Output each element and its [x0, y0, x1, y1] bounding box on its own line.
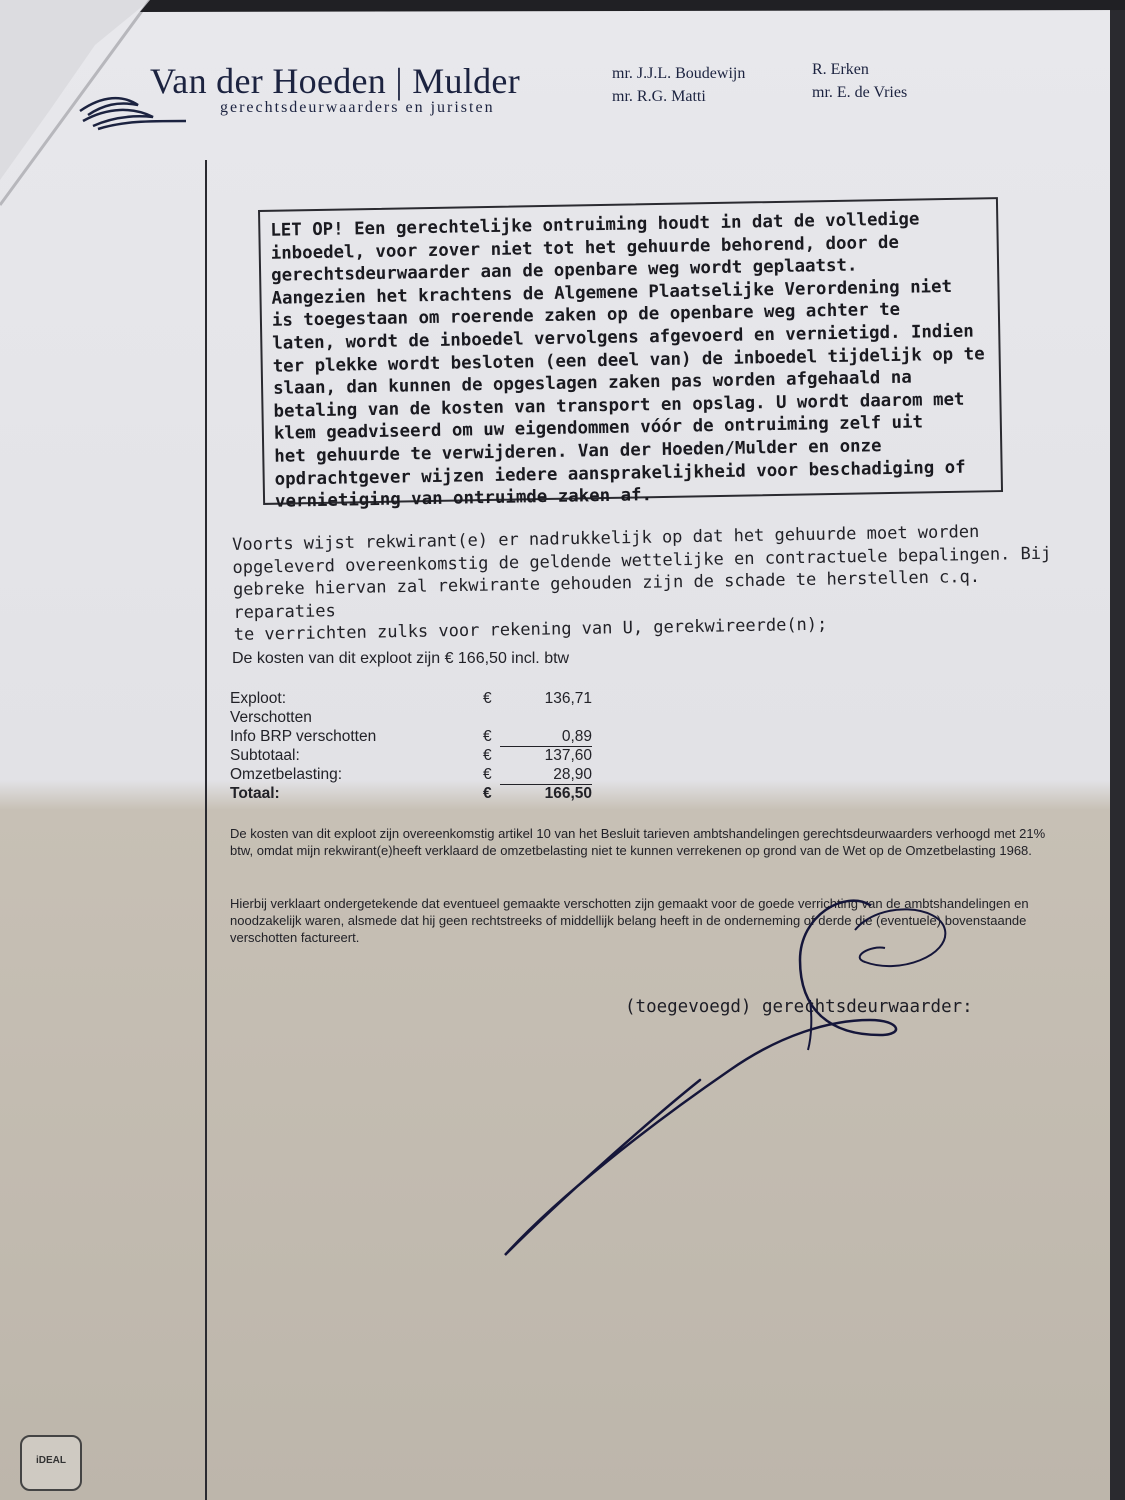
- costs-note: De kosten van dit exploot zijn overeenkomstig artikel 10 van het Besluit tarieven ambtshandelingen gerechtsdeurwaarders verhoogd met 21% btw, omdat mijn rekwirant(e)heeft verklaard de omzetbelasting niet te kunnen verrekenen op grond van de Wet op de Omzetbelasting 1968.: [230, 826, 1046, 858]
- cost-label: Omzetbelasting:: [230, 766, 342, 783]
- cost-label: Verschotten: [230, 709, 312, 726]
- firm-name: Van der Hoeden | Mulder: [150, 61, 520, 101]
- cost-amount: 28,90: [500, 766, 592, 785]
- cost-label: Info BRP verschotten: [230, 728, 377, 745]
- ideal-logo-text: iDEAL: [36, 1455, 66, 1466]
- partners-column-1: [612, 62, 745, 108]
- costs-summary: De kosten van dit exploot zijn € 166,50 incl. btw: [232, 650, 570, 667]
- cost-currency: €: [483, 766, 492, 783]
- body-paragraph: Voorts wijst rekwirant(e) er nadrukkelijk op dat het gehuurde moet worden opgeleverd overeenkomstig de geldende wettelijke en contractuele bepalingen. Bij gebreke hiervan zal rekwirante gehouden zijn de schade te herstellen c.q. reparaties te verrichten zulks voor rekening van U, gerekwireerde(n);: [232, 521, 1052, 645]
- partner-name: mr. J.J.L. Boudewijn: [612, 65, 746, 82]
- partner-name: mr. E. de Vries: [812, 84, 908, 101]
- cost-row-total: [230, 785, 610, 804]
- cost-amount: 166,50: [544, 785, 592, 802]
- partners-column-2: [812, 58, 907, 104]
- costs-table: [230, 690, 610, 804]
- declaration-note: Hierbij verklaart ondergetekende dat eventueel gemaakte verschotten zijn gemaakt voor de goede verrichting van de ambtshandelingen en noodzakelijk waren, alsmede dat hij geen rechtstreeks of middellijk belang heeft in de onderneming of derde die (eventuele) bovenstaande verschotten factureert.: [230, 896, 1029, 945]
- partner-name: mr. R.G. Matti: [612, 88, 706, 105]
- warning-box: LET OP! Een gerechtelijke ontruiming houdt in dat de volledige inboedel, voor zover niet tot het gehuurde behorend, door de gerechtsdeurwaarder aan de openbare weg wordt geplaatst. Aangezien het krachtens de Algemene Plaatselijke Verordening niet is toegestaan om roerende zaken op de openbare weg achter te laten, wordt de inboedel vervolgens afgevoerd en vernietigd. Indien ter plekke wordt besloten (een deel van) de inboedel tijdelijk op te slaan, dan kunnen de opgeslagen zaken pas worden afgehaald na betaling van de kosten van transport en opslag. U wordt daarom met klem geadviseerd om uw eigendommen vóór de ontruiming zelf uit het gehuurde te verwijderen. Van der Hoeden/Mulder en onze opdrachtgever wijzen iedere aansprakelijkheid voor beschadiging of vernietiging van ontruimde zaken af.: [258, 197, 1003, 505]
- cost-currency: €: [483, 728, 492, 745]
- firm-tagline: gerechtsdeurwaarders en juristen: [220, 99, 495, 116]
- partner-name: R. Erken: [812, 61, 869, 78]
- cost-currency: €: [483, 785, 492, 802]
- cost-label: Totaal:: [230, 785, 280, 802]
- margin-rule: [205, 160, 207, 1500]
- cost-currency: €: [483, 747, 492, 764]
- cost-label: Exploot:: [230, 690, 287, 707]
- cost-row: [230, 747, 610, 766]
- cost-amount: 0,89: [500, 728, 592, 747]
- cost-amount: 136,71: [544, 690, 592, 707]
- cost-row: [230, 766, 610, 785]
- cost-row: [230, 728, 610, 747]
- cost-currency: €: [483, 690, 492, 707]
- cost-amount: 137,60: [544, 747, 592, 764]
- ideal-logo-icon: [20, 1435, 82, 1491]
- cost-label: Subtotaal:: [230, 747, 300, 764]
- signature-label: (toegevoegd) gerechtsdeurwaarder:: [625, 997, 973, 1017]
- cost-row: [230, 709, 610, 728]
- cost-row: [230, 690, 610, 709]
